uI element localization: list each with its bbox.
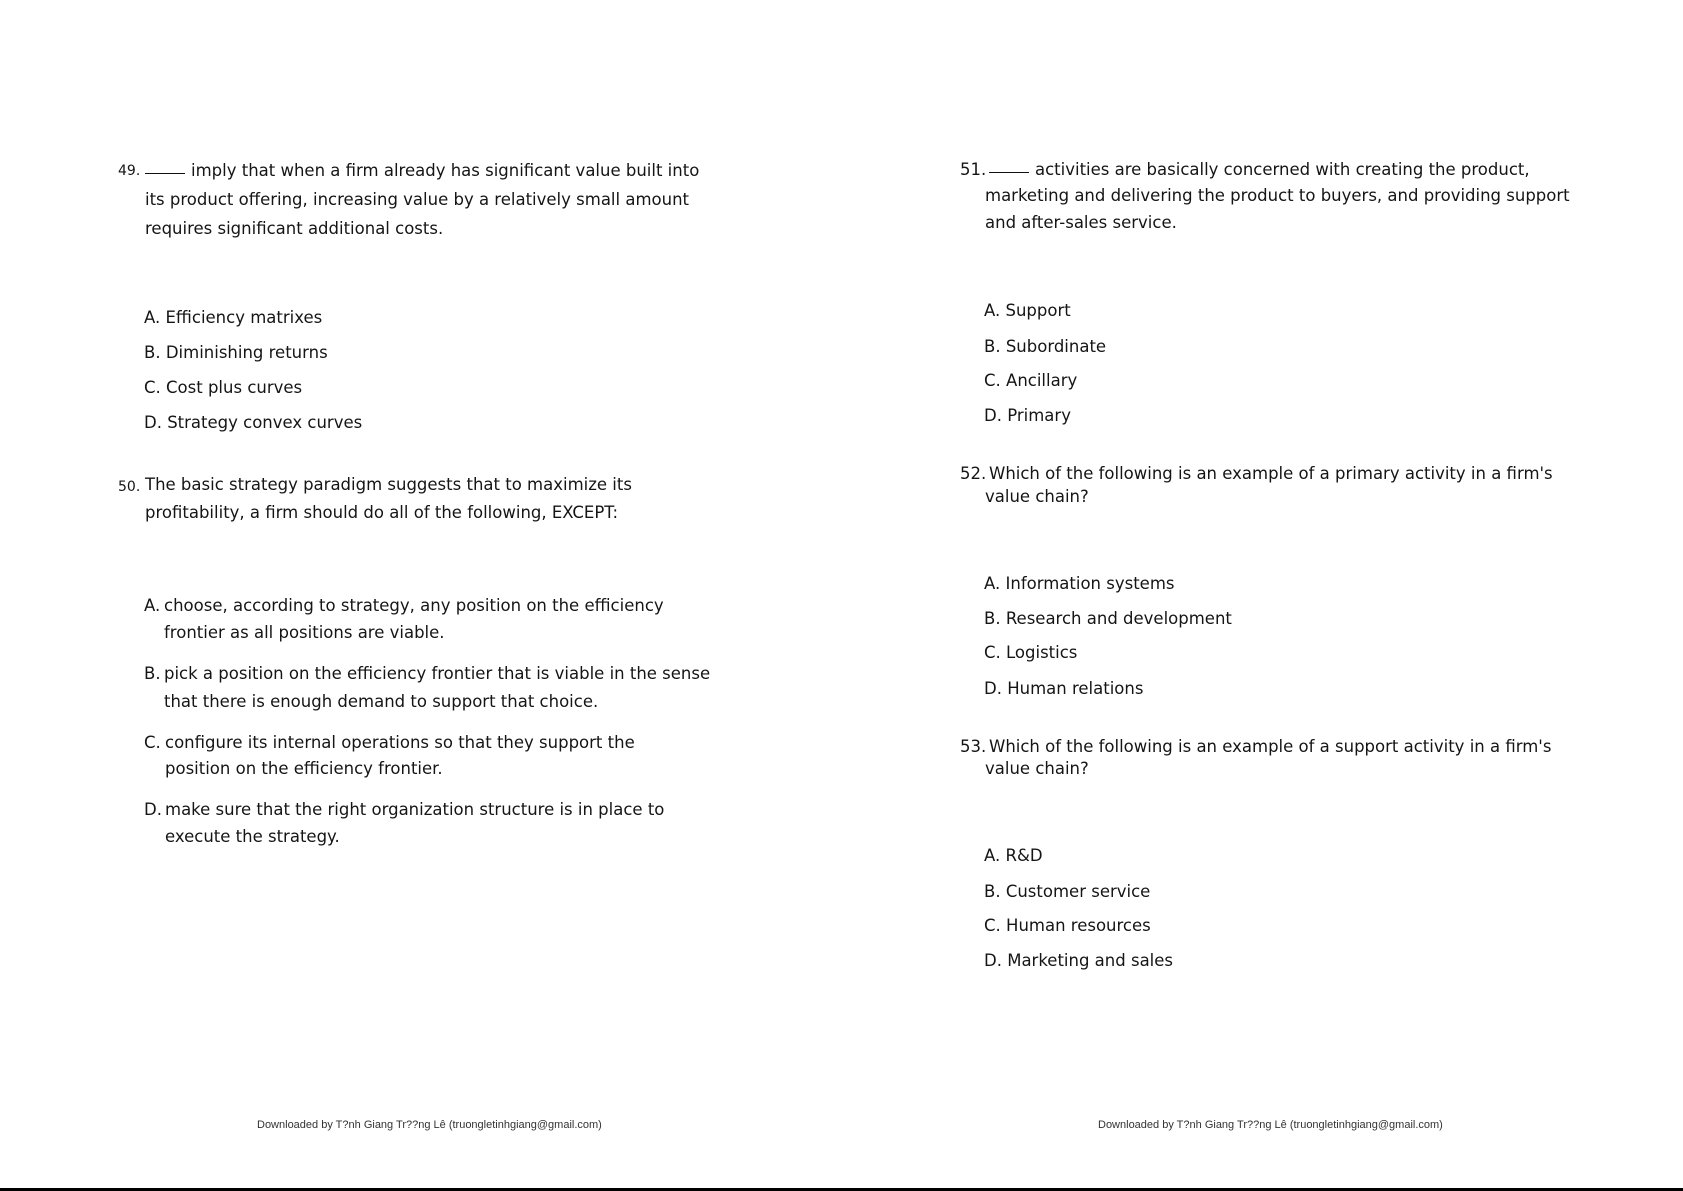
download-footer-right: Downloaded by T?nh Giang Tr??ng Lê (truongletinhgiang@gmail.com): [1098, 1119, 1443, 1131]
option-d: D. Strategy convex curves: [144, 413, 363, 432]
option-c: position on the efficiency frontier.: [165, 759, 443, 778]
option-b: pick a position on the efficiency frontier that is viable in the sense: [164, 664, 711, 683]
option-a: frontier as all positions are viable.: [164, 623, 445, 642]
question-text: value chain?: [985, 759, 1089, 778]
question-text: activities are basically concerned with creating the product,: [989, 160, 1530, 180]
download-footer-left: Downloaded by T?nh Giang Tr??ng Lê (truongletinhgiang@gmail.com): [257, 1119, 602, 1131]
option-a: A. Efficiency matrixes: [144, 308, 323, 327]
option-a: A. R&D: [984, 846, 1043, 865]
option-b: B. Subordinate: [984, 337, 1107, 356]
option-d: execute the strategy.: [165, 827, 340, 846]
option-c: C. Cost plus curves: [144, 378, 303, 397]
option-c: C. Logistics: [984, 643, 1078, 662]
option-b: that there is enough demand to support that choice.: [164, 692, 599, 711]
option-c: C. Human resources: [984, 916, 1151, 935]
option-d-letter: D.: [144, 800, 162, 819]
question-text: requires significant additional costs.: [145, 219, 444, 238]
option-b-letter: B.: [144, 664, 161, 683]
question-text: Which of the following is an example of a support activity in a firm's: [989, 737, 1552, 756]
question-text: imply that when a firm already has significant value built into: [145, 161, 699, 181]
option-d: D. Primary: [984, 406, 1071, 425]
question-number: 49.: [118, 163, 141, 179]
question-text: Which of the following is an example of a primary activity in a firm's: [989, 464, 1553, 483]
answer-blank: [145, 173, 185, 174]
option-a-letter: A.: [144, 596, 161, 615]
question-text: and after-sales service.: [985, 213, 1177, 232]
option-a: A. Support: [984, 301, 1071, 320]
question-text: The basic strategy paradigm suggests that to maximize its: [145, 475, 632, 494]
option-a: A. Information systems: [984, 574, 1175, 593]
option-d: D. Human relations: [984, 679, 1144, 698]
question-text: marketing and delivering the product to buyers, and providing support: [985, 186, 1570, 205]
option-c: configure its internal operations so that they support the: [165, 733, 635, 752]
question-number: 52.: [960, 464, 987, 483]
option-a: choose, according to strategy, any position on the efficiency: [164, 596, 664, 615]
question-number: 53.: [960, 737, 987, 756]
question-text: its product offering, increasing value by a relatively small amount: [145, 190, 690, 209]
option-c: C. Ancillary: [984, 371, 1078, 390]
option-d: D. Marketing and sales: [984, 951, 1174, 970]
option-d: make sure that the right organization structure is in place to: [165, 800, 665, 819]
answer-blank: [989, 172, 1029, 173]
question-number: 51.: [960, 160, 987, 179]
option-b: B. Customer service: [984, 882, 1151, 901]
question-number: 50.: [118, 479, 141, 495]
option-c-letter: C.: [144, 733, 161, 752]
question-text: profitability, a firm should do all of the following, EXCEPT:: [145, 503, 619, 522]
option-b: B. Research and development: [984, 609, 1232, 628]
question-text: value chain?: [985, 487, 1089, 506]
option-b: B. Diminishing returns: [144, 343, 328, 362]
